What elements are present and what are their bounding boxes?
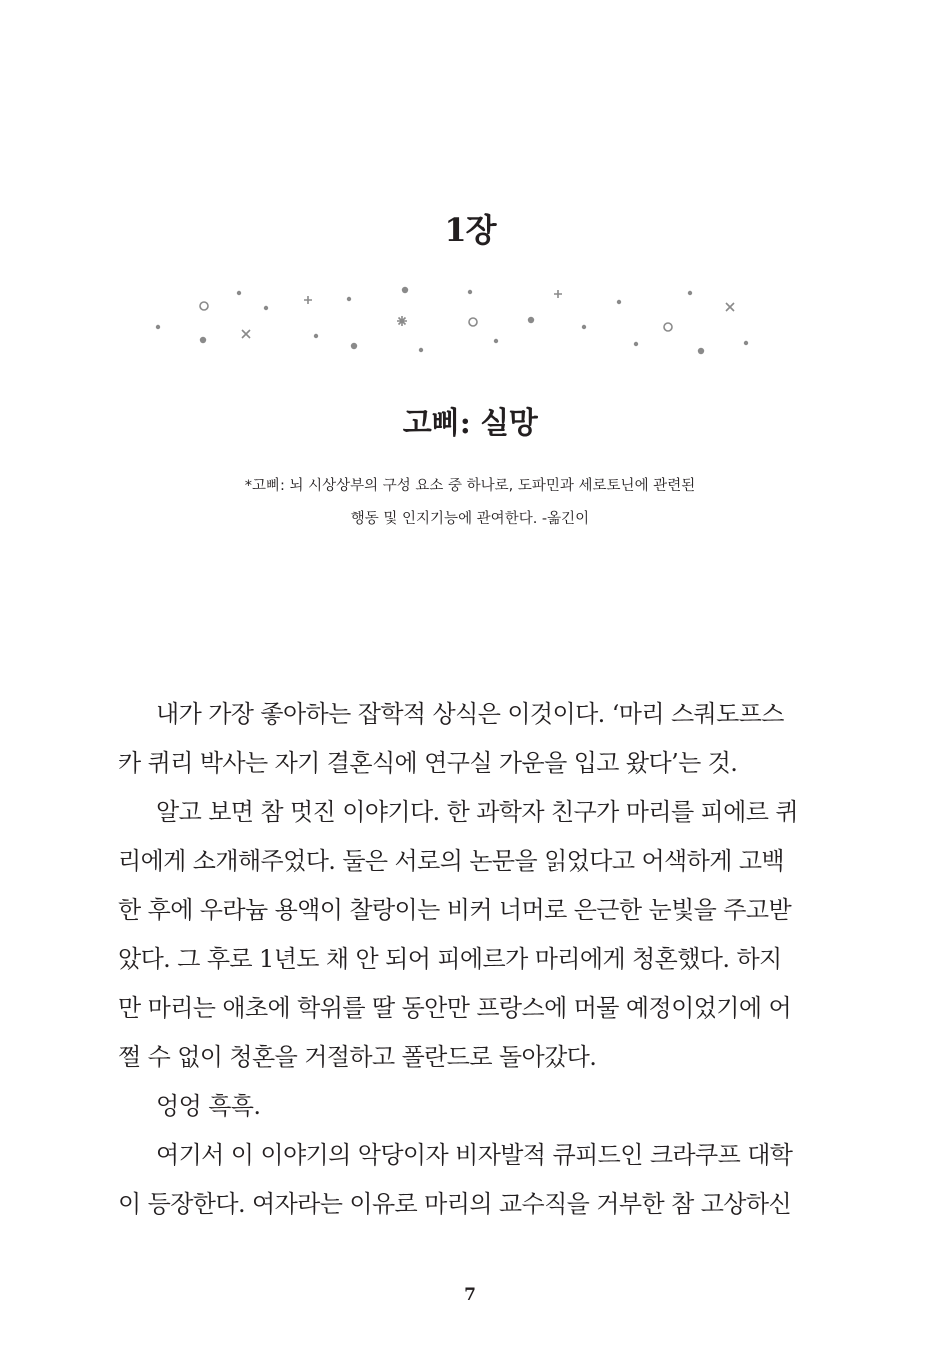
ornament-ring xyxy=(664,323,672,331)
section-title: 고삐: 실망 xyxy=(402,406,538,441)
body-line: 리에게 소개해주었다. 둘은 서로의 논문을 읽었다고 어색하게 고백 xyxy=(118,847,784,875)
ornament-dot xyxy=(698,348,704,354)
body-text xyxy=(118,690,824,1229)
body-line: 알고 보면 참 멋진 이야기다. 한 과학자 친구가 마리를 피에르 퀴 xyxy=(156,798,798,826)
ornament-dot xyxy=(314,334,318,338)
ornament-cross xyxy=(242,330,250,338)
ornament-plus xyxy=(304,296,312,304)
ornament-ring xyxy=(469,318,477,326)
chapter-title: 1장 xyxy=(444,211,496,249)
ornament-star xyxy=(397,316,407,326)
ornament-dot xyxy=(264,306,268,310)
body-line: 한 후에 우라늄 용액이 찰랑이는 비커 너머로 은근한 눈빛을 주고받 xyxy=(118,896,792,924)
ornament-dot xyxy=(347,297,351,301)
ornament-dot xyxy=(468,290,472,294)
footnote-line: 행동 및 인지기능에 관여한다. -옮긴이 xyxy=(350,511,590,527)
ornament-dot xyxy=(617,300,621,304)
ornament-dot xyxy=(156,325,160,329)
ornament-dot xyxy=(237,291,241,295)
star-ornament xyxy=(140,278,800,358)
ornament-dot xyxy=(528,317,534,323)
ornament-ring xyxy=(200,302,208,310)
body-line: 여기서 이 이야기의 악당이자 비자발적 큐피드인 크라쿠프 대학 xyxy=(156,1141,793,1169)
ornament-dot xyxy=(419,348,423,352)
footnote-line: *고삐: 뇌 시상상부의 구성 요소 중 하나로, 도파민과 세로토닌에 관련된 xyxy=(244,478,696,494)
ornament-dot xyxy=(351,343,357,349)
ornament-dot xyxy=(494,339,498,343)
ornament-dot xyxy=(402,287,408,293)
body-line: 쩔 수 없이 청혼을 거절하고 폴란드로 돌아갔다. xyxy=(118,1043,597,1071)
page-number: 7 xyxy=(464,1285,476,1305)
translator-footnote xyxy=(0,470,940,536)
body-line: 이 등장한다. 여자라는 이유로 마리의 교수직을 거부한 참 고상하신 xyxy=(118,1190,792,1218)
ornament-cross xyxy=(726,303,734,311)
ornament-dot xyxy=(744,341,748,345)
ornament-dot xyxy=(582,325,586,329)
body-line: 만 마리는 애초에 학위를 딸 동안만 프랑스에 머물 예정이었기에 어 xyxy=(118,994,792,1022)
ornament-dot xyxy=(200,337,206,343)
body-line: 았다. 그 후로 1년도 채 안 되어 피에르가 마리에게 청혼했다. 하지 xyxy=(118,945,782,973)
ornament-dot xyxy=(634,342,638,346)
body-line: 내가 가장 좋아하는 잡학적 상식은 이것이다. ‘마리 스쿼도프스 xyxy=(156,700,784,728)
body-line: 카 퀴리 박사는 자기 결혼식에 연구실 가운을 입고 왔다’는 것. xyxy=(118,749,738,777)
ornament-plus xyxy=(554,290,562,298)
ornament-dot xyxy=(688,291,692,295)
body-line: 엉엉 흑흑. xyxy=(156,1092,261,1120)
